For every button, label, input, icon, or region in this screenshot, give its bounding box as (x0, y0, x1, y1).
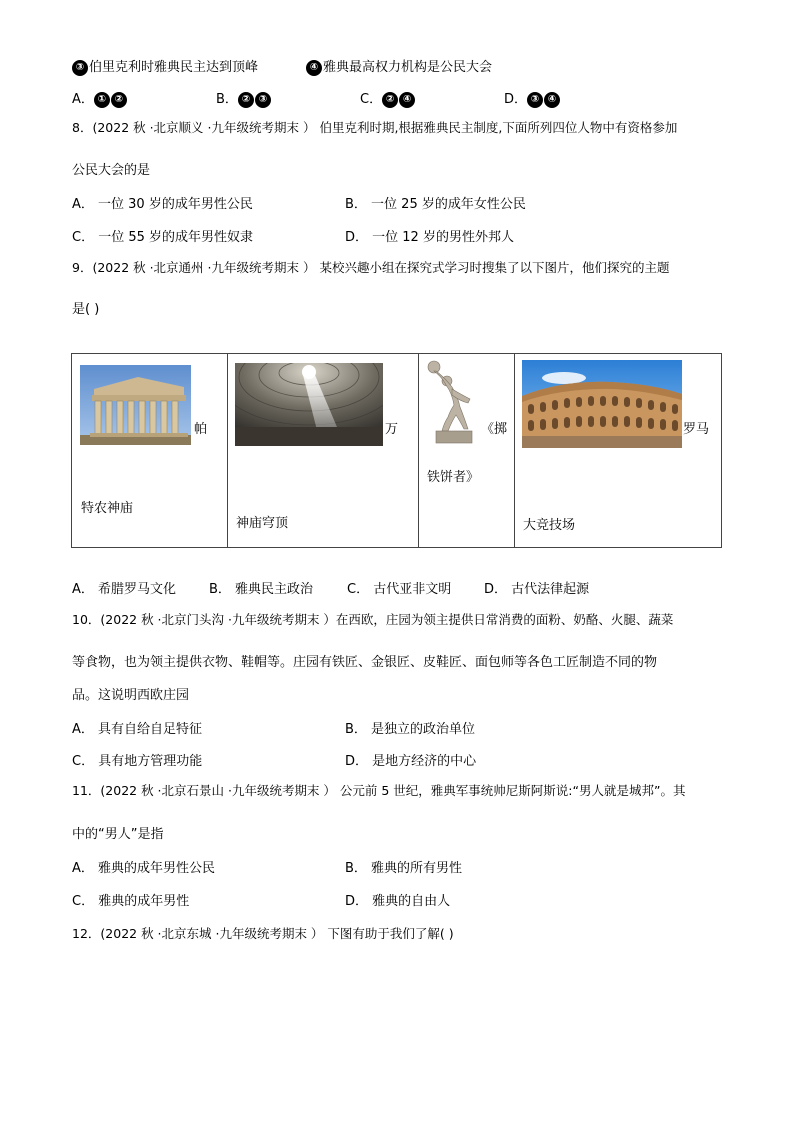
circled-number: ③ (72, 60, 88, 76)
option-letter: B． (216, 92, 238, 107)
option-letter: C． (360, 92, 383, 107)
q8-stem-line2: 公民大会的是 (72, 163, 151, 178)
q7-option-c[interactable] (360, 91, 416, 109)
caption-parthenon-b: 特农神庙 (81, 501, 134, 516)
caption-pantheon-b: 神庙穹顶 (236, 516, 289, 531)
cell-pantheon (228, 354, 419, 548)
caption-pantheon-a: 万 (385, 422, 399, 437)
circled-number: ③ (527, 92, 543, 108)
circled-number: ② (238, 92, 254, 108)
circled-number: ① (94, 92, 110, 108)
q7-option-b[interactable] (216, 91, 272, 109)
circled-number: ④ (399, 92, 415, 108)
q9-stem-line2: 是( ) (72, 302, 100, 317)
q9-image-table (71, 353, 722, 548)
q9-stem-line1: 9．(2022 秋 ·北京通州 ·九年级统考期末 ） 某校兴趣小组在探究式学习时搜集了以下图片，他们探究的主题 (72, 260, 670, 275)
q8-option-a[interactable]: A． 一位 30 岁的成年男性公民 (72, 197, 253, 212)
cell-discobolus (419, 354, 515, 548)
circled-number: ④ (306, 60, 322, 76)
caption-discobolus-b: 铁饼者》 (427, 470, 480, 485)
q7-option-d[interactable] (504, 91, 561, 109)
colosseum-image (522, 360, 682, 448)
q9-option-b[interactable]: B． 雅典民主政治 (209, 582, 314, 597)
caption-discobolus-a: 《掷 (481, 422, 508, 437)
q10-stem-line2: 等食物，也为领主提供衣物、鞋帽等。庄园有铁匠、金银匠、皮鞋匠、面包师等各色工匠制造不同的物 (72, 655, 658, 670)
q11-option-b[interactable]: B． 雅典的所有男性 (345, 861, 463, 876)
q10-option-d[interactable]: D． 是地方经济的中心 (345, 754, 477, 769)
cell-colosseum (515, 354, 722, 548)
caption-colosseum-b: 大竞技场 (523, 518, 576, 533)
q7-item-3 (72, 59, 258, 77)
q9-option-d[interactable]: D． 古代法律起源 (484, 582, 590, 597)
discobolus-image (424, 359, 479, 446)
q7-option-a[interactable] (72, 91, 128, 109)
q10-option-b[interactable]: B． 是独立的政治单位 (345, 722, 476, 737)
pantheon-dome-image (235, 363, 383, 446)
q8-option-b[interactable]: B． 一位 25 岁的成年女性公民 (345, 197, 526, 212)
q8-option-d[interactable]: D． 一位 12 岁的男性外邦人 (345, 230, 514, 245)
cell-parthenon (72, 354, 228, 548)
q7-item-3-text: 伯里克利时雅典民主达到顶峰 (89, 60, 259, 75)
q9-option-a[interactable]: A． 希腊罗马文化 (72, 582, 177, 597)
circled-number: ④ (544, 92, 560, 108)
parthenon-image (80, 365, 191, 445)
option-letter: A． (72, 92, 94, 107)
q11-option-d[interactable]: D． 雅典的自由人 (345, 894, 451, 909)
q9-option-c[interactable]: C． 古代亚非文明 (347, 582, 452, 597)
q10-option-a[interactable]: A． 具有自给自足特征 (72, 722, 203, 737)
q11-option-a[interactable]: A． 雅典的成年男性公民 (72, 861, 216, 876)
q11-stem-line2: 中的“男人”是指 (72, 827, 164, 842)
q12-stem-line1: 12．(2022 秋 ·北京东城 ·九年级统考期末 ） 下图有助于我们了解( ) (72, 926, 454, 941)
circled-number: ② (111, 92, 127, 108)
option-letter: D． (504, 92, 528, 107)
q10-stem-line1: 10．(2022 秋 ·北京门头沟 ·九年级统考期末 ）在西欧，庄园为领主提供日常消费的面粉、奶酪、火腿、蔬菜 (72, 612, 674, 627)
q11-option-c[interactable]: C． 雅典的成年男性 (72, 894, 190, 909)
circled-number: ③ (255, 92, 271, 108)
q7-item-4 (306, 59, 492, 77)
q11-stem-line1: 11．(2022 秋 ·北京石景山 ·九年级统考期末 ） 公元前 5 世纪，雅典军事统帅尼斯阿斯说:“男人就是城邦”。其 (72, 783, 686, 798)
q8-stem-line1: 8．(2022 秋 ·北京顺义 ·九年级统考期末 ） 伯里克利时期,根据雅典民主制度,下面所列四位人物中有资格参加 (72, 120, 678, 135)
q7-item-4-text: 雅典最高权力机构是公民大会 (323, 60, 493, 75)
q10-option-c[interactable]: C． 具有地方管理功能 (72, 754, 203, 769)
caption-colosseum-a: 罗马 (683, 422, 710, 437)
caption-parthenon-a: 帕 (194, 422, 208, 437)
circled-number: ② (382, 92, 398, 108)
q8-option-c[interactable]: C． 一位 55 岁的成年男性奴隶 (72, 230, 254, 245)
q10-stem-line3: 品。这说明西欧庄园 (72, 688, 190, 703)
